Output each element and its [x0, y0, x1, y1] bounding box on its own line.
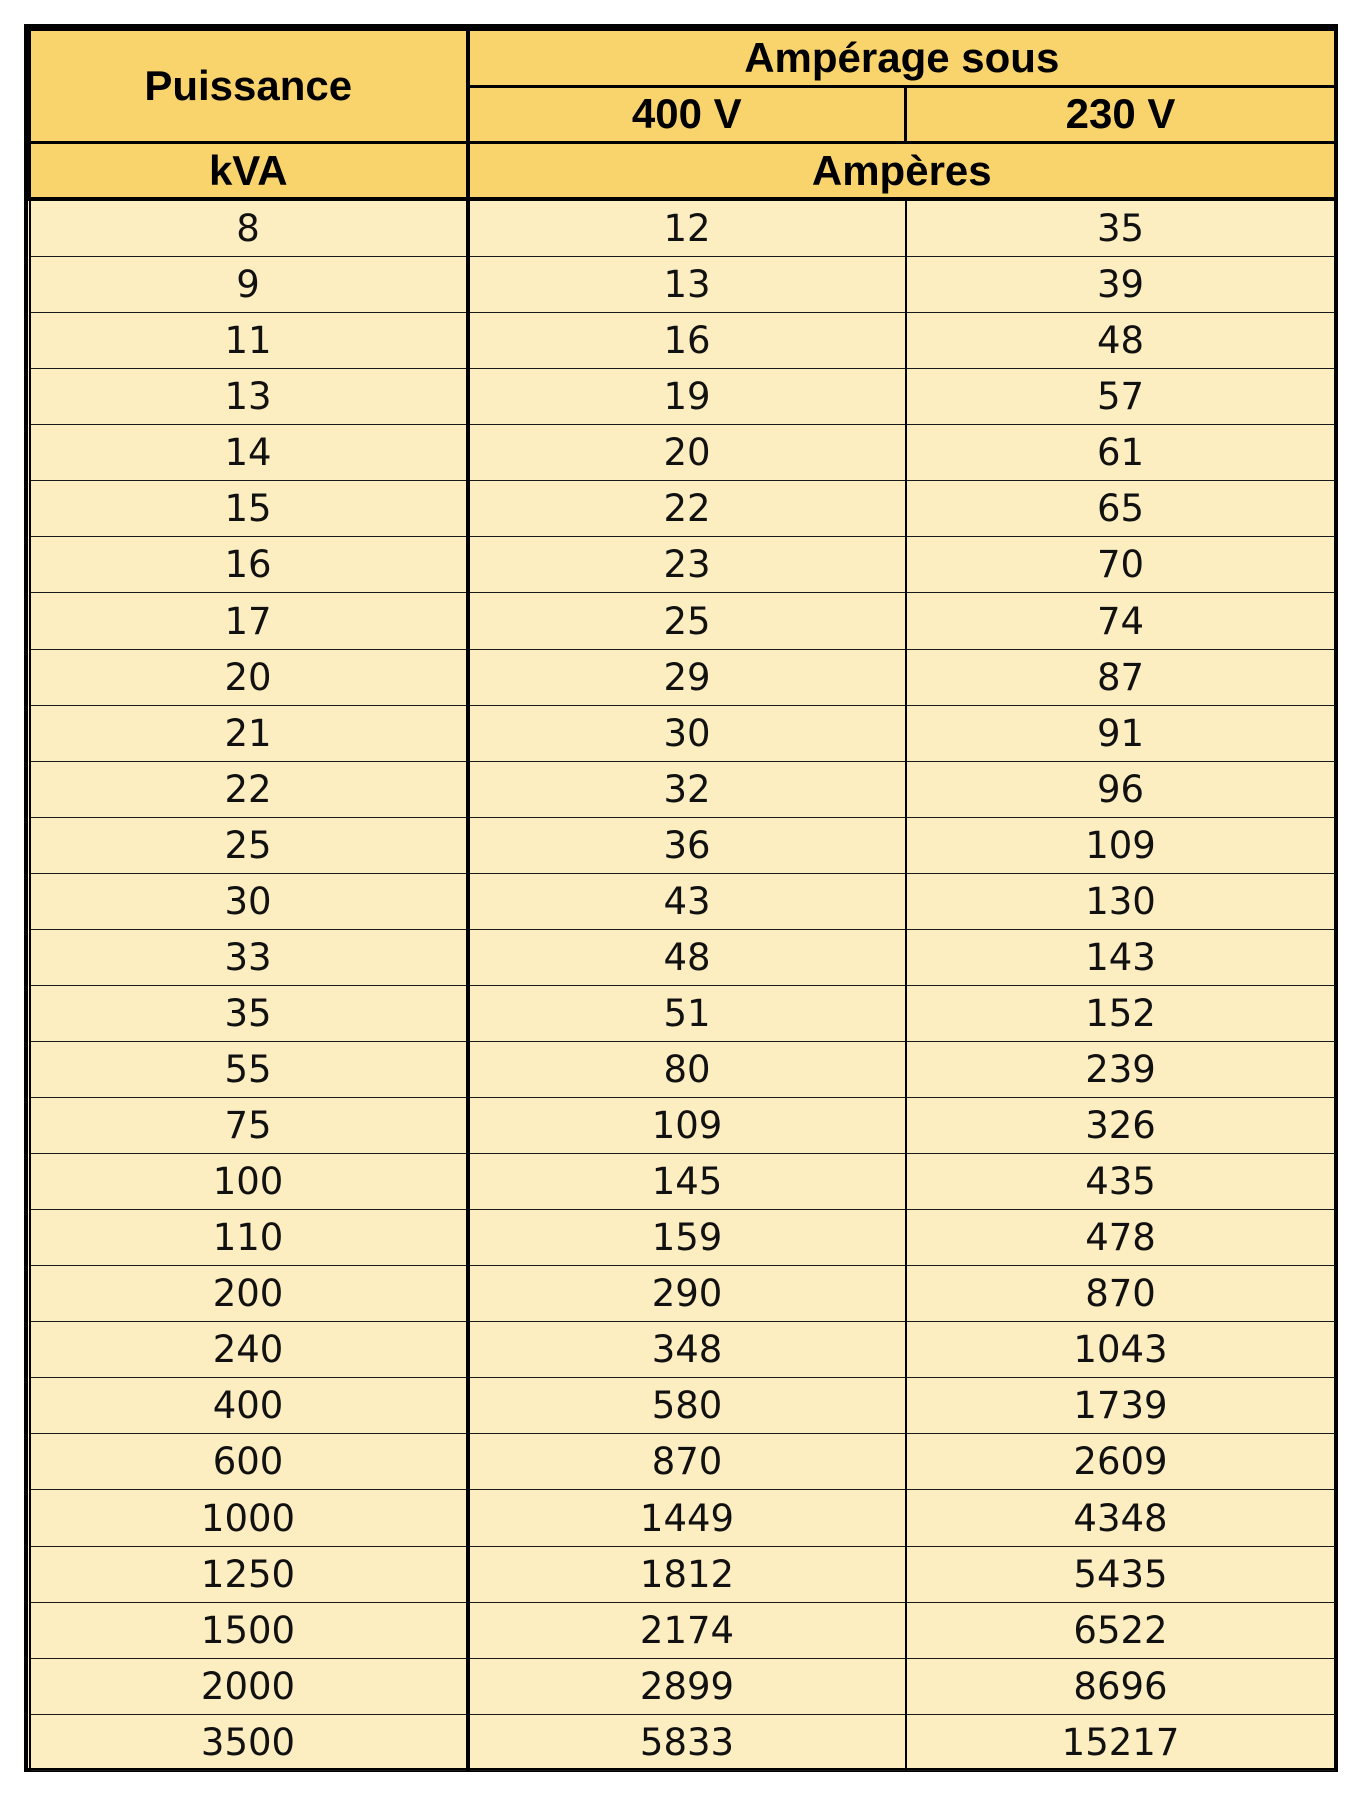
cell-amperes-400v: 1449 — [468, 1490, 906, 1546]
cell-kva: 17 — [30, 593, 468, 649]
cell-amperes-400v: 348 — [468, 1322, 906, 1378]
data-table — [28, 28, 1337, 1771]
cell-amperes-230v: 6522 — [906, 1602, 1336, 1658]
table-row — [30, 1041, 1336, 1097]
cell-amperes-400v: 19 — [468, 369, 906, 425]
table-row — [30, 481, 1336, 537]
cell-amperes-230v: 87 — [906, 649, 1336, 705]
units-row — [30, 143, 1336, 200]
table-row — [30, 649, 1336, 705]
cell-kva: 20 — [30, 649, 468, 705]
cell-kva: 1250 — [30, 1546, 468, 1602]
table-row — [30, 1322, 1336, 1378]
header-row-1 — [30, 30, 1336, 87]
cell-amperes-230v: 478 — [906, 1210, 1336, 1266]
cell-kva: 1000 — [30, 1490, 468, 1546]
cell-amperes-230v: 2609 — [906, 1434, 1336, 1490]
cell-kva: 200 — [30, 1266, 468, 1322]
cell-amperes-230v: 109 — [906, 817, 1336, 873]
table-row — [30, 537, 1336, 593]
cell-amperes-400v: 23 — [468, 537, 906, 593]
table-body — [30, 199, 1336, 1771]
cell-kva: 21 — [30, 705, 468, 761]
table-row — [30, 1602, 1336, 1658]
table-row — [30, 593, 1336, 649]
cell-amperes-400v: 51 — [468, 985, 906, 1041]
cell-amperes-230v: 91 — [906, 705, 1336, 761]
cell-amperes-400v: 145 — [468, 1154, 906, 1210]
cell-kva: 8 — [30, 199, 468, 257]
cell-amperes-230v: 1043 — [906, 1322, 1336, 1378]
cell-amperes-400v: 290 — [468, 1266, 906, 1322]
cell-kva: 110 — [30, 1210, 468, 1266]
cell-kva: 600 — [30, 1434, 468, 1490]
power-header: Puissance — [30, 30, 468, 143]
table-row — [30, 1210, 1336, 1266]
cell-kva: 14 — [30, 425, 468, 481]
cell-kva: 11 — [30, 313, 468, 369]
cell-kva: 2000 — [30, 1658, 468, 1714]
cell-kva: 13 — [30, 369, 468, 425]
cell-kva: 55 — [30, 1041, 468, 1097]
voltage-400-header: 400 V — [468, 86, 906, 143]
cell-amperes-400v: 5833 — [468, 1714, 906, 1770]
table-row — [30, 1546, 1336, 1602]
cell-amperes-230v: 4348 — [906, 1490, 1336, 1546]
cell-amperes-230v: 96 — [906, 761, 1336, 817]
cell-amperes-400v: 32 — [468, 761, 906, 817]
cell-amperes-230v: 48 — [906, 313, 1336, 369]
amperage-header: Ampérage sous — [468, 30, 1336, 87]
cell-amperes-400v: 109 — [468, 1098, 906, 1154]
cell-amperes-230v: 5435 — [906, 1546, 1336, 1602]
cell-amperes-230v: 70 — [906, 537, 1336, 593]
cell-amperes-400v: 580 — [468, 1378, 906, 1434]
cell-kva: 240 — [30, 1322, 468, 1378]
cell-amperes-230v: 1739 — [906, 1378, 1336, 1434]
cell-amperes-230v: 870 — [906, 1266, 1336, 1322]
table-row — [30, 985, 1336, 1041]
cell-kva: 75 — [30, 1098, 468, 1154]
cell-amperes-400v: 13 — [468, 257, 906, 313]
cell-amperes-230v: 61 — [906, 425, 1336, 481]
cell-amperes-230v: 239 — [906, 1041, 1336, 1097]
cell-kva: 16 — [30, 537, 468, 593]
cell-amperes-230v: 326 — [906, 1098, 1336, 1154]
table-row — [30, 313, 1336, 369]
cell-kva: 9 — [30, 257, 468, 313]
cell-amperes-400v: 159 — [468, 1210, 906, 1266]
cell-amperes-400v: 2174 — [468, 1602, 906, 1658]
cell-amperes-400v: 29 — [468, 649, 906, 705]
cell-amperes-230v: 8696 — [906, 1658, 1336, 1714]
table-header — [30, 30, 1336, 200]
cell-amperes-230v: 65 — [906, 481, 1336, 537]
cell-amperes-230v: 57 — [906, 369, 1336, 425]
cell-kva: 30 — [30, 873, 468, 929]
table-row — [30, 873, 1336, 929]
cell-kva: 35 — [30, 985, 468, 1041]
power-amperage-table — [24, 24, 1338, 1772]
cell-amperes-230v: 74 — [906, 593, 1336, 649]
table-row — [30, 817, 1336, 873]
cell-kva: 15 — [30, 481, 468, 537]
cell-amperes-400v: 25 — [468, 593, 906, 649]
unit-amperes-header: Ampères — [468, 143, 1336, 200]
cell-amperes-230v: 435 — [906, 1154, 1336, 1210]
cell-kva: 22 — [30, 761, 468, 817]
table-row — [30, 1266, 1336, 1322]
cell-amperes-400v: 16 — [468, 313, 906, 369]
table-row — [30, 425, 1336, 481]
table-row — [30, 369, 1336, 425]
cell-amperes-400v: 20 — [468, 425, 906, 481]
table-row — [30, 1378, 1336, 1434]
table-row — [30, 929, 1336, 985]
cell-amperes-400v: 80 — [468, 1041, 906, 1097]
voltage-230-header: 230 V — [906, 86, 1336, 143]
cell-kva: 400 — [30, 1378, 468, 1434]
cell-amperes-230v: 152 — [906, 985, 1336, 1041]
cell-amperes-400v: 48 — [468, 929, 906, 985]
table-row — [30, 1658, 1336, 1714]
cell-kva: 25 — [30, 817, 468, 873]
table-row — [30, 761, 1336, 817]
cell-amperes-230v: 15217 — [906, 1714, 1336, 1770]
table-row — [30, 1098, 1336, 1154]
unit-kva-header: kVA — [30, 143, 468, 200]
cell-amperes-230v: 35 — [906, 199, 1336, 257]
cell-amperes-230v: 130 — [906, 873, 1336, 929]
cell-amperes-400v: 870 — [468, 1434, 906, 1490]
cell-amperes-400v: 43 — [468, 873, 906, 929]
table-row — [30, 1490, 1336, 1546]
table-row — [30, 1154, 1336, 1210]
table-row — [30, 1714, 1336, 1770]
cell-amperes-400v: 1812 — [468, 1546, 906, 1602]
table-row — [30, 257, 1336, 313]
cell-amperes-400v: 12 — [468, 199, 906, 257]
table-row — [30, 705, 1336, 761]
cell-kva: 100 — [30, 1154, 468, 1210]
cell-amperes-400v: 2899 — [468, 1658, 906, 1714]
table-row — [30, 1434, 1336, 1490]
table-row — [30, 199, 1336, 257]
cell-kva: 1500 — [30, 1602, 468, 1658]
cell-kva: 3500 — [30, 1714, 468, 1770]
cell-kva: 33 — [30, 929, 468, 985]
cell-amperes-400v: 30 — [468, 705, 906, 761]
cell-amperes-230v: 39 — [906, 257, 1336, 313]
cell-amperes-400v: 22 — [468, 481, 906, 537]
cell-amperes-230v: 143 — [906, 929, 1336, 985]
cell-amperes-400v: 36 — [468, 817, 906, 873]
